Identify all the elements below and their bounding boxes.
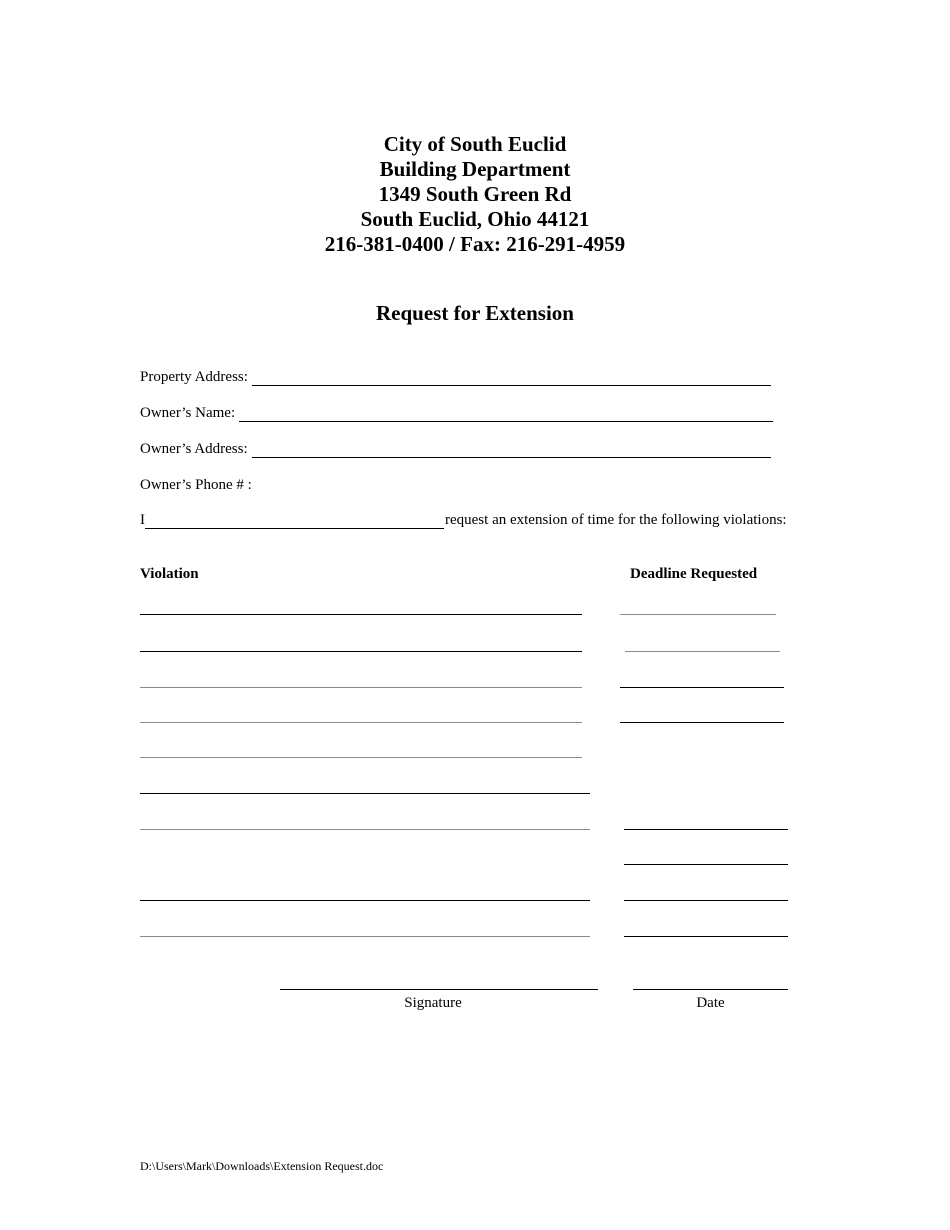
owner-phone-row — [140, 476, 774, 494]
owner-name-row — [140, 404, 773, 422]
violation-line-7[interactable] — [140, 829, 590, 830]
deadline-line-8[interactable] — [624, 936, 788, 937]
owner-phone-field[interactable] — [256, 479, 774, 494]
deadline-line-6[interactable] — [624, 864, 788, 865]
owner-name-label: Owner’s Name: — [140, 405, 236, 421]
request-prefix: I — [140, 512, 145, 528]
violation-line-4[interactable] — [140, 722, 582, 723]
signature-label: Signature — [404, 995, 462, 1011]
violation-line-2[interactable] — [140, 651, 582, 652]
violation-line-9[interactable] — [140, 936, 590, 937]
requester-name-field[interactable] — [145, 514, 444, 529]
city-state-zip: South Euclid, Ohio 44121 — [360, 207, 590, 231]
signature-line[interactable] — [280, 989, 598, 990]
date-label: Date — [696, 995, 725, 1011]
owner-address-label: Owner’s Address: — [140, 441, 248, 457]
city-name: City of South Euclid — [383, 132, 567, 156]
owner-name-field[interactable] — [239, 407, 773, 422]
deadline-line-5[interactable] — [624, 829, 788, 830]
violation-line-1[interactable] — [140, 614, 582, 615]
street-address: 1349 South Green Rd — [378, 182, 572, 206]
owner-phone-label: Owner’s Phone # : — [140, 477, 252, 493]
request-suffix: request an extension of time for the following violations: — [445, 512, 787, 528]
property-address-field[interactable] — [252, 371, 771, 386]
owner-address-row — [140, 440, 771, 458]
property-address-label: Property Address: — [140, 369, 248, 385]
date-line[interactable] — [633, 989, 788, 990]
deadline-column-header: Deadline Requested — [630, 566, 758, 582]
deadline-line-4[interactable] — [620, 722, 784, 723]
violation-line-6[interactable] — [140, 793, 590, 794]
violation-line-8[interactable] — [140, 900, 590, 901]
form-title: Request for Extension — [376, 301, 574, 325]
owner-address-field[interactable] — [252, 443, 771, 458]
document-file-path: D:\Users\Mark\Downloads\Extension Request.doc — [140, 1159, 384, 1173]
violation-line-3[interactable] — [140, 687, 582, 688]
violation-line-5[interactable] — [140, 757, 582, 758]
deadline-line-2[interactable] — [625, 651, 780, 652]
property-address-row — [140, 368, 771, 386]
letterhead — [0, 132, 950, 257]
phone-fax: 216-381-0400 / Fax: 216-291-4959 — [324, 232, 626, 256]
deadline-line-7[interactable] — [624, 900, 788, 901]
violation-column-header: Violation — [140, 566, 199, 582]
department-name: Building Department — [379, 157, 571, 181]
deadline-line-3[interactable] — [620, 687, 784, 688]
extension-request-row — [140, 511, 787, 529]
deadline-line-1[interactable] — [620, 614, 776, 615]
